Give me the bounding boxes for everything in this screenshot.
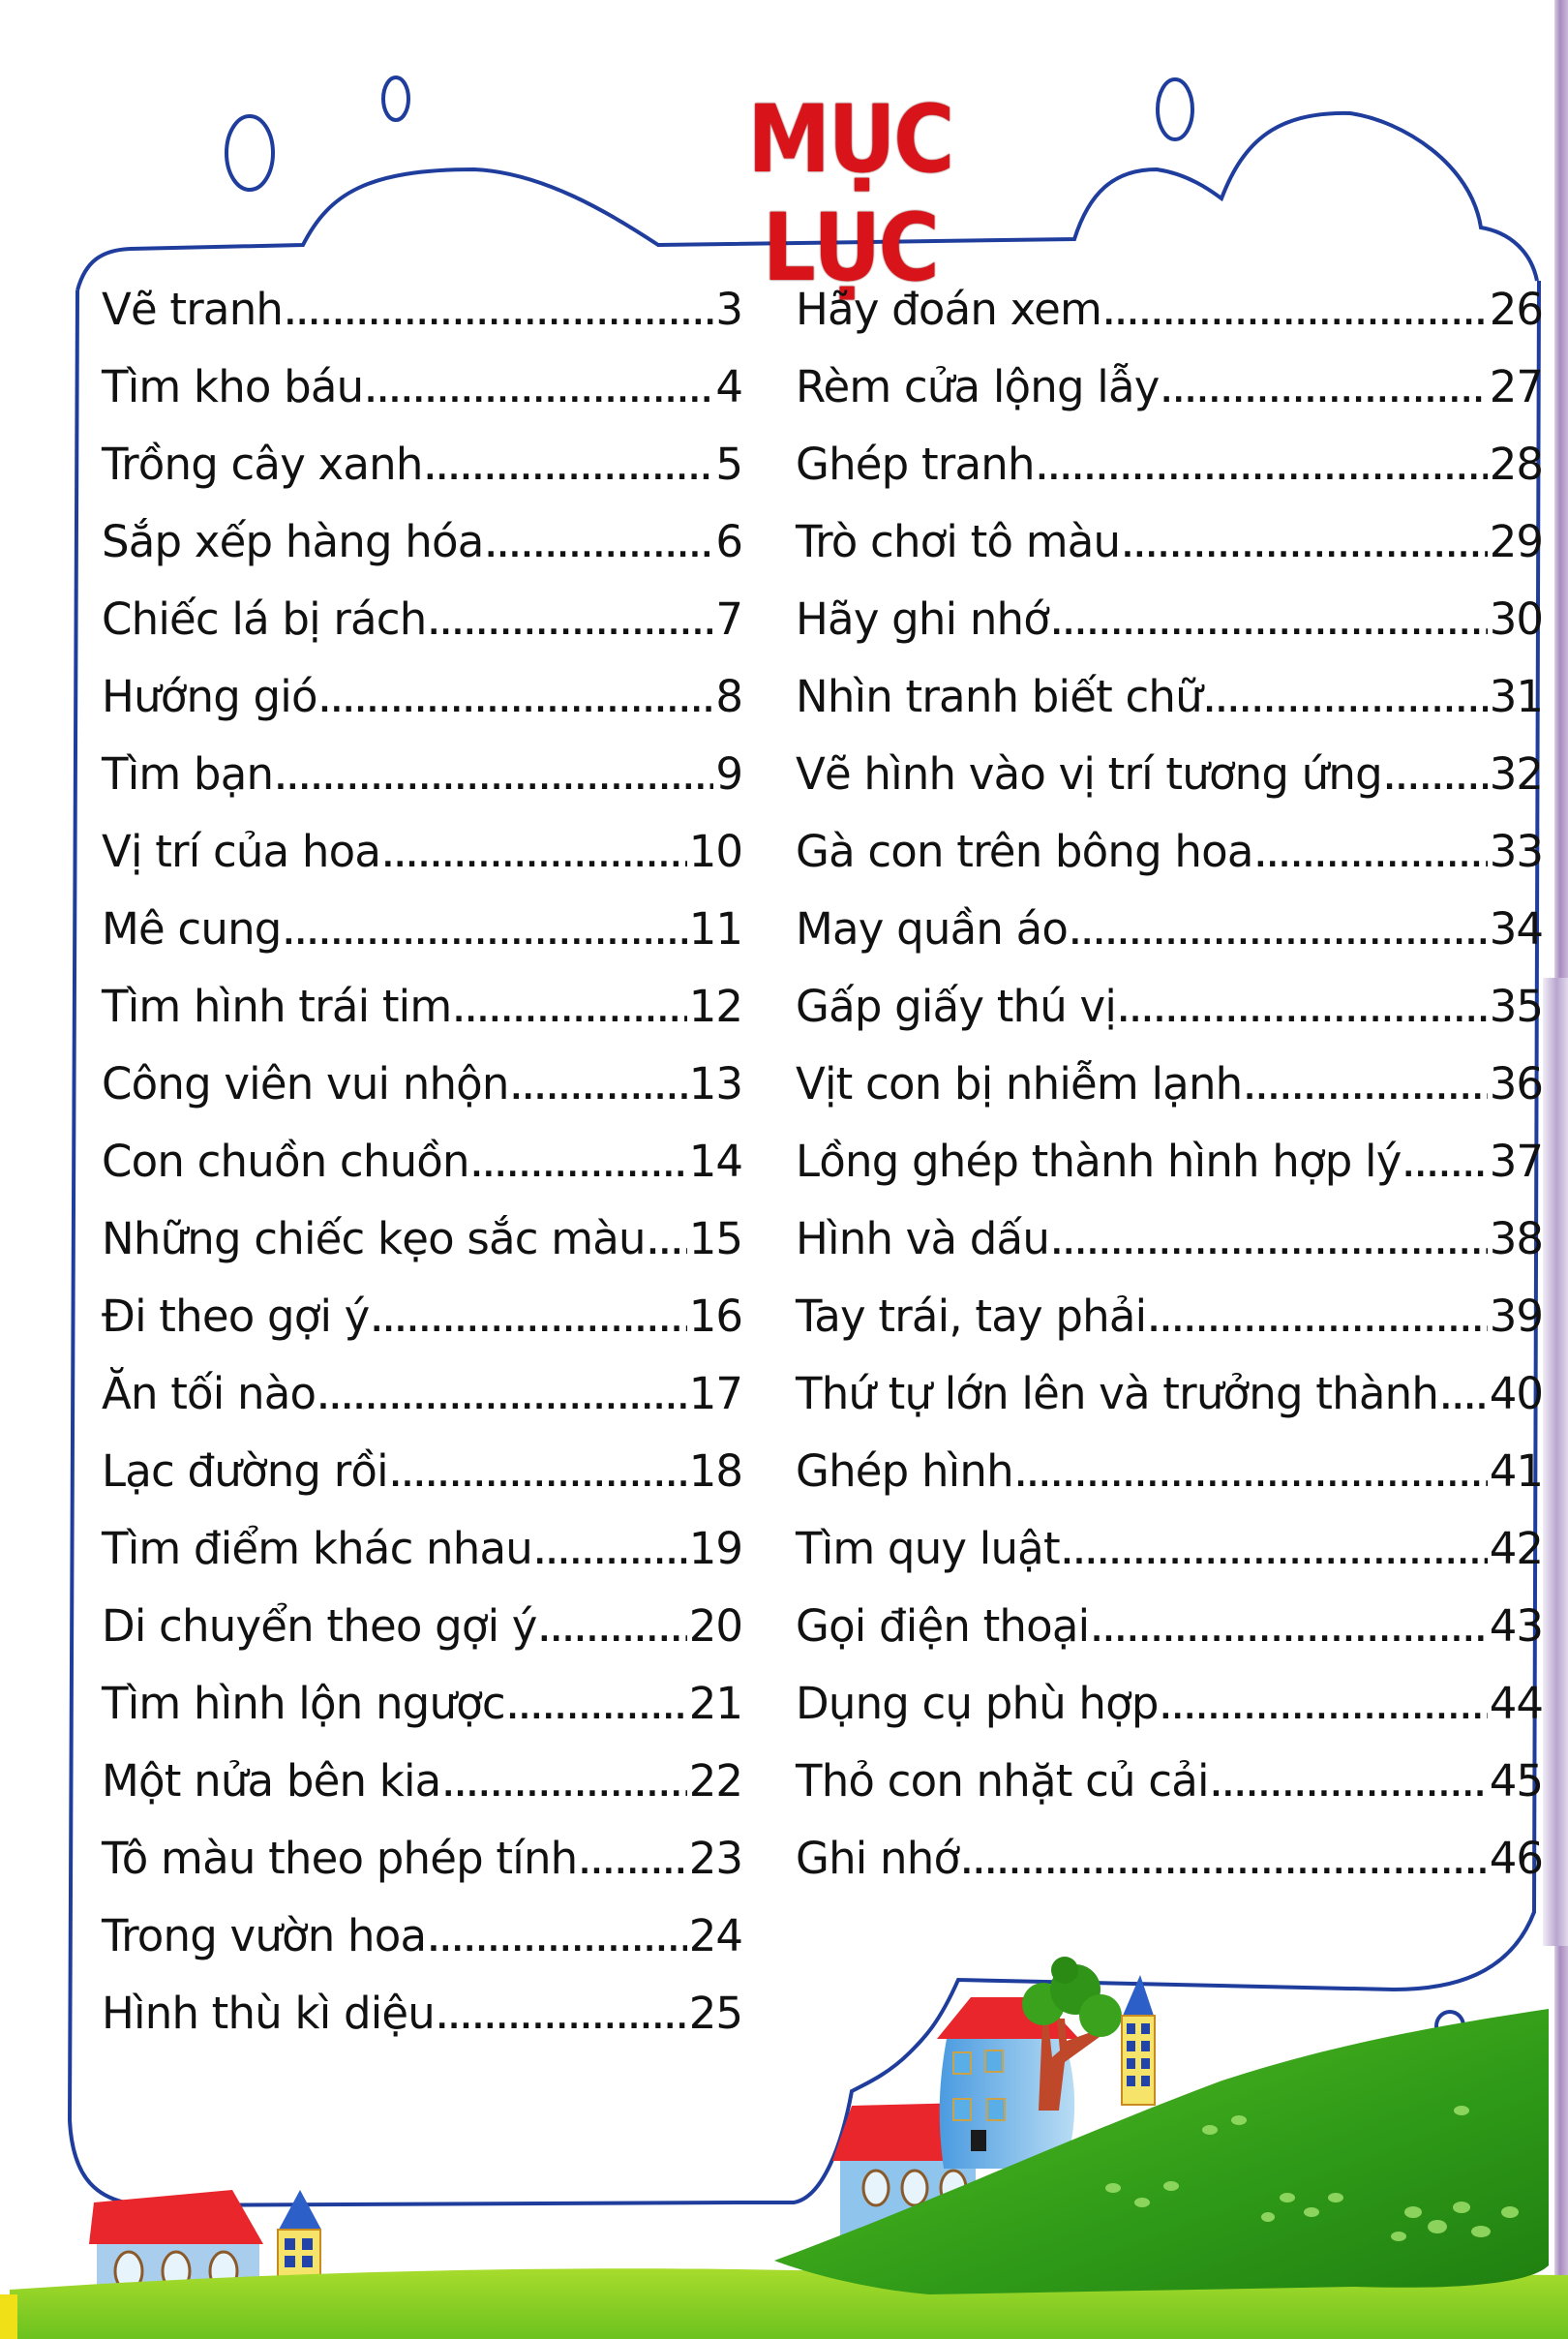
dot-leader <box>285 277 713 354</box>
toc-entry-title: Thứ tự lớn lên và trưởng thành <box>796 1368 1439 1419</box>
toc-entry[interactable] <box>102 1123 742 1200</box>
toc-entry[interactable] <box>796 1743 1543 1820</box>
dot-leader <box>319 664 714 742</box>
toc-entry-title: Gọi điện thoại <box>796 1600 1090 1652</box>
toc-entry-page: 7 <box>715 593 742 645</box>
toc-entry[interactable] <box>102 503 742 581</box>
dot-leader <box>317 1361 687 1439</box>
toc-entry-title: Con chuồn chuồn <box>102 1136 469 1187</box>
toc-entry-page: 9 <box>715 748 742 800</box>
toc-entry[interactable] <box>102 1975 742 2052</box>
toc-entry-page: 46 <box>1489 1833 1543 1884</box>
toc-entry-title: Mê cung <box>102 903 282 955</box>
toc-entry-title: Tìm kho báu <box>102 361 364 412</box>
toc-entry-page: 13 <box>688 1058 742 1109</box>
toc-entry[interactable] <box>102 1743 742 1820</box>
toc-entry[interactable] <box>102 1046 742 1123</box>
toc-entry[interactable] <box>102 349 742 426</box>
toc-entry-page: 12 <box>688 981 742 1032</box>
toc-entry[interactable] <box>102 658 742 736</box>
toc-entry[interactable] <box>102 968 742 1046</box>
toc-entry[interactable] <box>102 1588 742 1665</box>
dot-leader <box>284 896 687 974</box>
toc-entry[interactable] <box>796 1046 1543 1123</box>
toc-entry-title: Tay trái, tay phải <box>796 1291 1147 1342</box>
toc-entry[interactable] <box>102 1278 742 1355</box>
toc-entry-page: 22 <box>688 1755 742 1807</box>
toc-entry-page: 43 <box>1489 1600 1543 1652</box>
toc-entry-title: Một nửa bên kia <box>102 1755 441 1807</box>
dot-leader <box>390 1439 687 1516</box>
toc-entry[interactable] <box>796 581 1543 658</box>
toc-entry-page: 11 <box>688 903 742 955</box>
toc-entry-title: Ghi nhớ <box>796 1833 960 1884</box>
toc-entry-title: Chiếc lá bị rách <box>102 593 427 645</box>
toc-entry-page: 8 <box>715 671 742 722</box>
toc-entry-page: 33 <box>1489 826 1543 877</box>
toc-entry-title: Lồng ghép thành hình hợp lý <box>796 1136 1402 1187</box>
toc-entry[interactable] <box>796 271 1543 349</box>
dot-leader <box>428 587 713 664</box>
toc-entry[interactable] <box>796 1355 1543 1433</box>
bubble-icon <box>1158 79 1192 139</box>
dot-leader <box>365 354 713 432</box>
toc-entry[interactable] <box>796 1123 1543 1200</box>
toc-entry-page: 30 <box>1489 593 1543 645</box>
toc-entry[interactable] <box>796 891 1543 968</box>
dot-leader <box>372 1284 687 1361</box>
toc-entry[interactable] <box>796 1278 1543 1355</box>
toc-entry-page: 21 <box>688 1678 742 1729</box>
toc-entry-page: 40 <box>1489 1368 1543 1419</box>
toc-entry[interactable] <box>796 968 1543 1046</box>
toc-entry[interactable] <box>102 1200 742 1278</box>
toc-entry-title: Vẽ tranh <box>102 284 284 335</box>
toc-entry-title: Sắp xếp hàng hóa <box>102 516 484 567</box>
dot-leader <box>1255 819 1488 896</box>
toc-entry-title: Gấp giấy thú vị <box>796 981 1117 1032</box>
dot-leader <box>1051 587 1488 664</box>
toc-entry[interactable] <box>796 503 1543 581</box>
toc-entry-title: Hãy ghi nhớ <box>796 593 1050 645</box>
page-title: MỤC LỤC <box>747 85 952 302</box>
dot-leader <box>1118 974 1488 1051</box>
toc-entry[interactable] <box>796 1820 1543 1898</box>
toc-entry[interactable] <box>796 736 1543 813</box>
bubble-icon <box>383 77 408 120</box>
bubble-icon <box>1436 2012 1463 2041</box>
toc-entry-page: 31 <box>1489 671 1543 722</box>
dot-leader <box>648 1206 687 1284</box>
toc-entry-title: Vẽ hình vào vị trí tương ứng <box>796 748 1382 800</box>
dot-leader <box>1244 1051 1487 1129</box>
toc-entry-page: 5 <box>715 439 742 490</box>
toc-entry[interactable] <box>796 1433 1543 1510</box>
toc-entry-page: 26 <box>1489 284 1543 335</box>
toc-entry-page: 27 <box>1489 361 1543 412</box>
dot-leader <box>1211 1748 1488 1826</box>
toc-entry-title: Di chuyển theo gợi ý <box>102 1600 537 1652</box>
dot-leader <box>1161 354 1488 432</box>
toc-entry-title: Ăn tối nào <box>102 1368 317 1419</box>
toc-entry-title: Hình thù kì diệu <box>102 1988 436 2039</box>
toc-entry-title: Rèm cửa lộng lẫy <box>796 361 1160 412</box>
toc-entry[interactable] <box>102 1433 742 1510</box>
dot-leader <box>1122 509 1488 587</box>
toc-entry-title: Những chiếc kẹo sắc màu <box>102 1213 646 1264</box>
toc-entry-page: 3 <box>715 284 742 335</box>
toc-entry-page: 29 <box>1489 516 1543 567</box>
dot-leader <box>1440 1361 1488 1439</box>
dot-leader <box>1062 1516 1488 1594</box>
toc-entry[interactable] <box>102 891 742 968</box>
toc-entry[interactable] <box>102 1355 742 1433</box>
dot-leader <box>471 1129 687 1206</box>
toc-entry-title: Công viên vui nhộn <box>102 1058 509 1109</box>
dot-leader <box>1037 432 1488 509</box>
toc-entry[interactable] <box>796 349 1543 426</box>
toc-entry-title: Ghép hình <box>796 1445 1013 1497</box>
dot-leader <box>382 819 687 896</box>
toc-entry-page: 15 <box>688 1213 742 1264</box>
toc-entry[interactable] <box>102 1510 742 1588</box>
dot-leader <box>511 1051 687 1129</box>
dot-leader <box>579 1826 686 1903</box>
toc-entry-title: Trò chơi tô màu <box>796 516 1121 567</box>
dot-leader <box>961 1826 1488 1903</box>
toc-entry-page: 28 <box>1489 439 1543 490</box>
toc-entry-title: Tìm quy luật <box>796 1523 1060 1574</box>
toc-entry[interactable] <box>796 426 1543 503</box>
dot-leader <box>1384 742 1488 819</box>
toc-entry-title: Vịt con bị nhiễm lạnh <box>796 1058 1243 1109</box>
toc-entry-title: Hướng gió <box>102 671 317 722</box>
toc-entry-page: 44 <box>1489 1678 1543 1729</box>
toc-entry-title: Vị trí của hoa <box>102 826 381 877</box>
toc-entry-title: Thỏ con nhặt củ cải <box>796 1755 1209 1807</box>
toc-entry-page: 19 <box>688 1523 742 1574</box>
toc-entry-page: 32 <box>1489 748 1543 800</box>
dot-leader <box>453 974 686 1051</box>
toc-entry[interactable] <box>796 1588 1543 1665</box>
dot-leader <box>1051 1206 1488 1284</box>
toc-entry-page: 18 <box>688 1445 742 1497</box>
dot-leader <box>486 509 714 587</box>
toc-entry[interactable] <box>102 271 742 349</box>
dot-leader <box>1403 1129 1488 1206</box>
toc-entry[interactable] <box>102 581 742 658</box>
toc-entry-page: 36 <box>1489 1058 1543 1109</box>
toc-entry[interactable] <box>102 736 742 813</box>
toc-entry-page: 25 <box>688 1988 742 2039</box>
toc-entry-page: 38 <box>1489 1213 1543 1264</box>
toc-entry[interactable] <box>102 1898 742 1975</box>
toc-entry-page: 45 <box>1489 1755 1543 1807</box>
toc-entry[interactable] <box>796 1200 1543 1278</box>
dot-leader <box>1103 277 1488 354</box>
toc-entry-title: Tìm hình trái tim <box>102 981 452 1032</box>
toc-left-column <box>102 271 742 2052</box>
toc-entry-page: 41 <box>1489 1445 1543 1497</box>
toc-entry-title: Ghép tranh <box>796 439 1035 490</box>
toc-entry-title: Tìm bạn <box>102 748 274 800</box>
toc-right-column <box>796 271 1543 1898</box>
toc-entry[interactable] <box>796 813 1543 891</box>
toc-entry-title: Trồng cây xanh <box>102 439 423 490</box>
toc-entry-page: 24 <box>688 1910 742 1961</box>
dot-leader <box>1148 1284 1487 1361</box>
toc-entry-page: 35 <box>1489 981 1543 1032</box>
toc-entry-page: 20 <box>688 1600 742 1652</box>
toc-entry-page: 17 <box>688 1368 742 1419</box>
toc-entry-page: 4 <box>715 361 742 412</box>
dot-leader <box>1204 664 1488 742</box>
dot-leader <box>539 1594 687 1671</box>
toc-entry-title: Gà con trên bông hoa <box>796 826 1253 877</box>
toc-entry-title: Nhìn tranh biết chữ <box>796 671 1202 722</box>
toc-entry-title: Lạc đường rồi <box>102 1445 388 1497</box>
toc-entry-page: 39 <box>1489 1291 1543 1342</box>
toc-entry[interactable] <box>796 1510 1543 1588</box>
toc-entry-title: Tìm điểm khác nhau <box>102 1523 532 1574</box>
toc-entry-title: Tô màu theo phép tính <box>102 1833 578 1884</box>
toc-entry-title: Hình và dấu <box>796 1213 1050 1264</box>
toc-entry-page: 37 <box>1489 1136 1543 1187</box>
toc-entry-page: 16 <box>688 1291 742 1342</box>
toc-entry-title: Dụng cụ phù hợp <box>796 1678 1159 1729</box>
toc-entry[interactable] <box>102 813 742 891</box>
toc-entry[interactable] <box>102 1665 742 1743</box>
toc-entry-page: 23 <box>688 1833 742 1884</box>
dot-leader <box>275 742 713 819</box>
dot-leader <box>1070 896 1488 974</box>
toc-entry-page: 42 <box>1489 1523 1543 1574</box>
toc-entry-title: May quần áo <box>796 903 1069 955</box>
toc-entry-title: Hãy đoán xem <box>796 284 1102 335</box>
bubble-icon <box>226 116 273 190</box>
toc-entry-page: 14 <box>688 1136 742 1187</box>
dot-leader <box>428 1903 686 1981</box>
dot-leader <box>442 1748 686 1826</box>
toc-entry[interactable] <box>796 1665 1543 1743</box>
toc-entry-page: 6 <box>715 516 742 567</box>
toc-entry[interactable] <box>102 426 742 503</box>
toc-entry-title: Tìm hình lộn ngược <box>102 1678 505 1729</box>
dot-leader <box>1161 1671 1488 1748</box>
dot-leader <box>1015 1439 1488 1516</box>
dot-leader <box>534 1516 687 1594</box>
dot-leader <box>507 1671 687 1748</box>
toc-entry-page: 10 <box>688 826 742 877</box>
dot-leader <box>425 432 714 509</box>
dot-leader <box>1091 1594 1487 1671</box>
toc-entry-title: Trong vườn hoa <box>102 1910 427 1961</box>
toc-entry-title: Đi theo gợi ý <box>102 1291 370 1342</box>
toc-entry[interactable] <box>102 1820 742 1898</box>
toc-entry[interactable] <box>796 658 1543 736</box>
toc-entry-page: 34 <box>1489 903 1543 955</box>
dot-leader <box>437 1981 687 2058</box>
